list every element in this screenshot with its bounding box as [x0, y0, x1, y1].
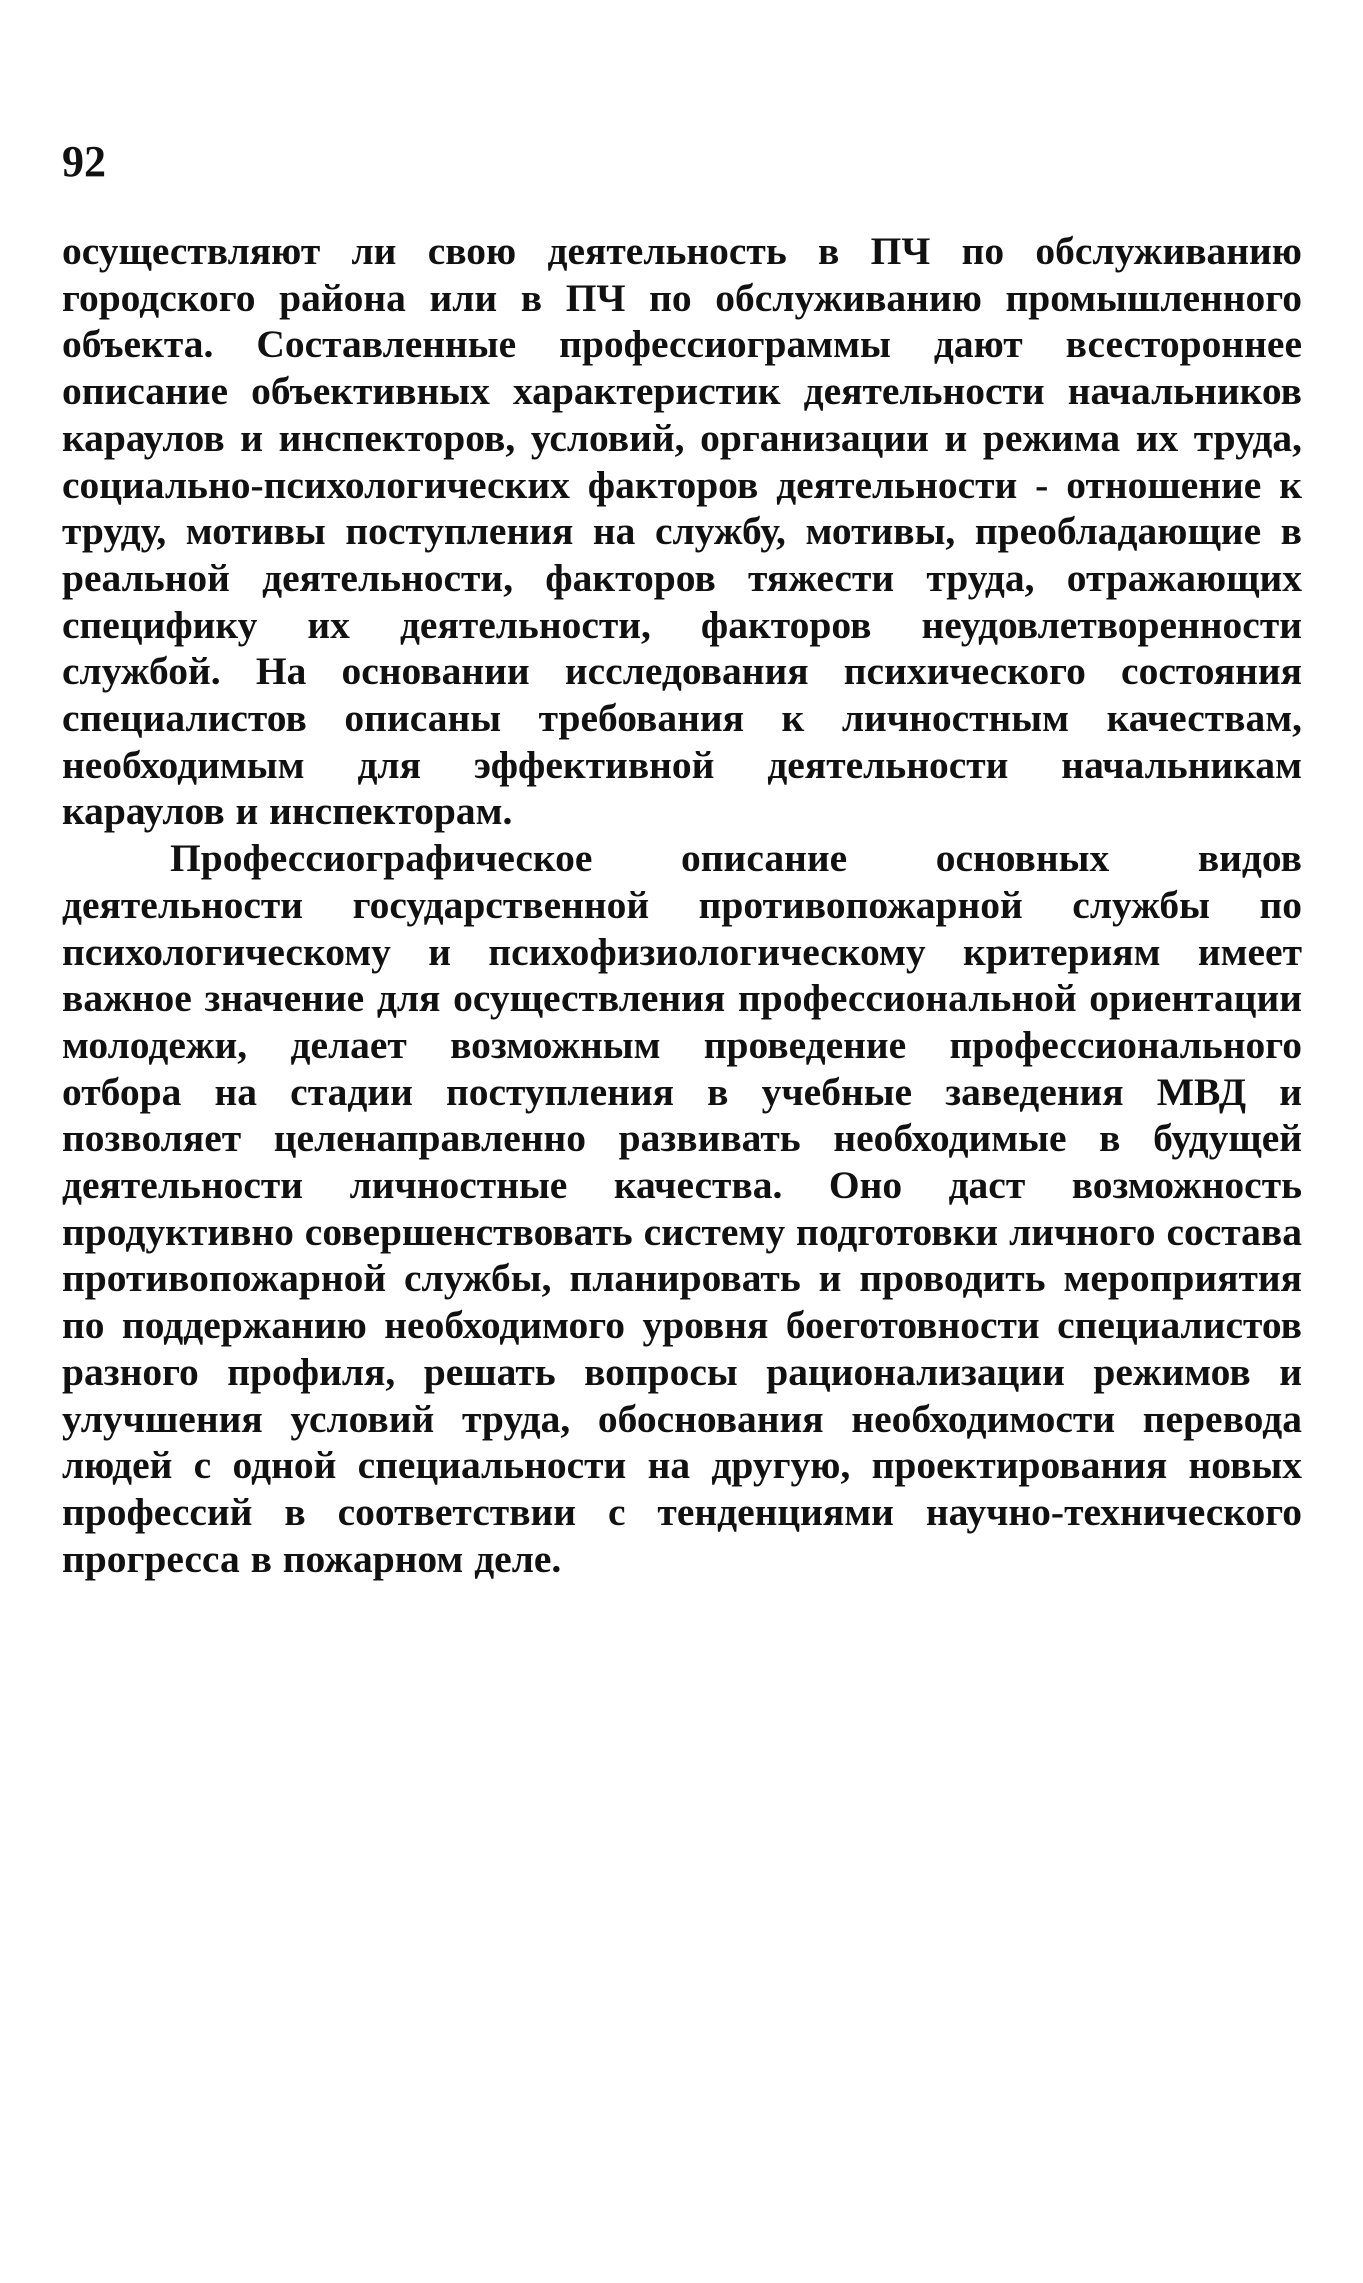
paragraph-continuation: осуществляют ли свою деятельность в ПЧ по обслуживанию городского района или в ПЧ по обслуживанию промышленного объекта. Составленные профессиограммы дают всестороннее описание объективных характеристик деятельности начальников караулов и инспекторов, условий, организации и режима их труда, социально-психологических факторов деятельности - отношение к труду, мотивы поступления на службу, мотивы, преобладающие в реальной деятельности, факторов тяжести труда, отражающих специфику их деятельности, факторов неудовлетворенности службой. На основании исследования психического состояния специалистов описаны требования к личностным качествам, необходимым для эффективной деятельности начальникам караулов и инспекторам.: [62, 229, 1302, 834]
page-number: 92: [62, 137, 106, 186]
paragraph-professiographic-description: Профессиографическое описание основных видов деятельности государственной противопожарной службы по психологическому и психофизиологическому критериям имеет важное значение для осуществления профессиональной ориентации молодежи, делает возможным проведение профессионального отбора на стадии поступления в учебные заведения МВД и позволяет целенаправленно развивать необходимые в будущей деятельности личностные качества. Оно даст возможность продуктивно совершенствовать систему подготовки личного состава противопожарной службы, планировать и проводить мероприятия по поддержанию необходимого уровня боеготовности специалистов разного профиля, решать вопросы рационализации режимов и улучшения условий труда, обоснования необходимости перевода людей с одной специальности на другую, проектирования новых профессий в соответствии с тенденциями научно-технического прогресса в пожарном деле.: [62, 836, 1302, 1581]
body-text: [62, 228, 1302, 1582]
document-page: [62, 137, 1302, 1582]
